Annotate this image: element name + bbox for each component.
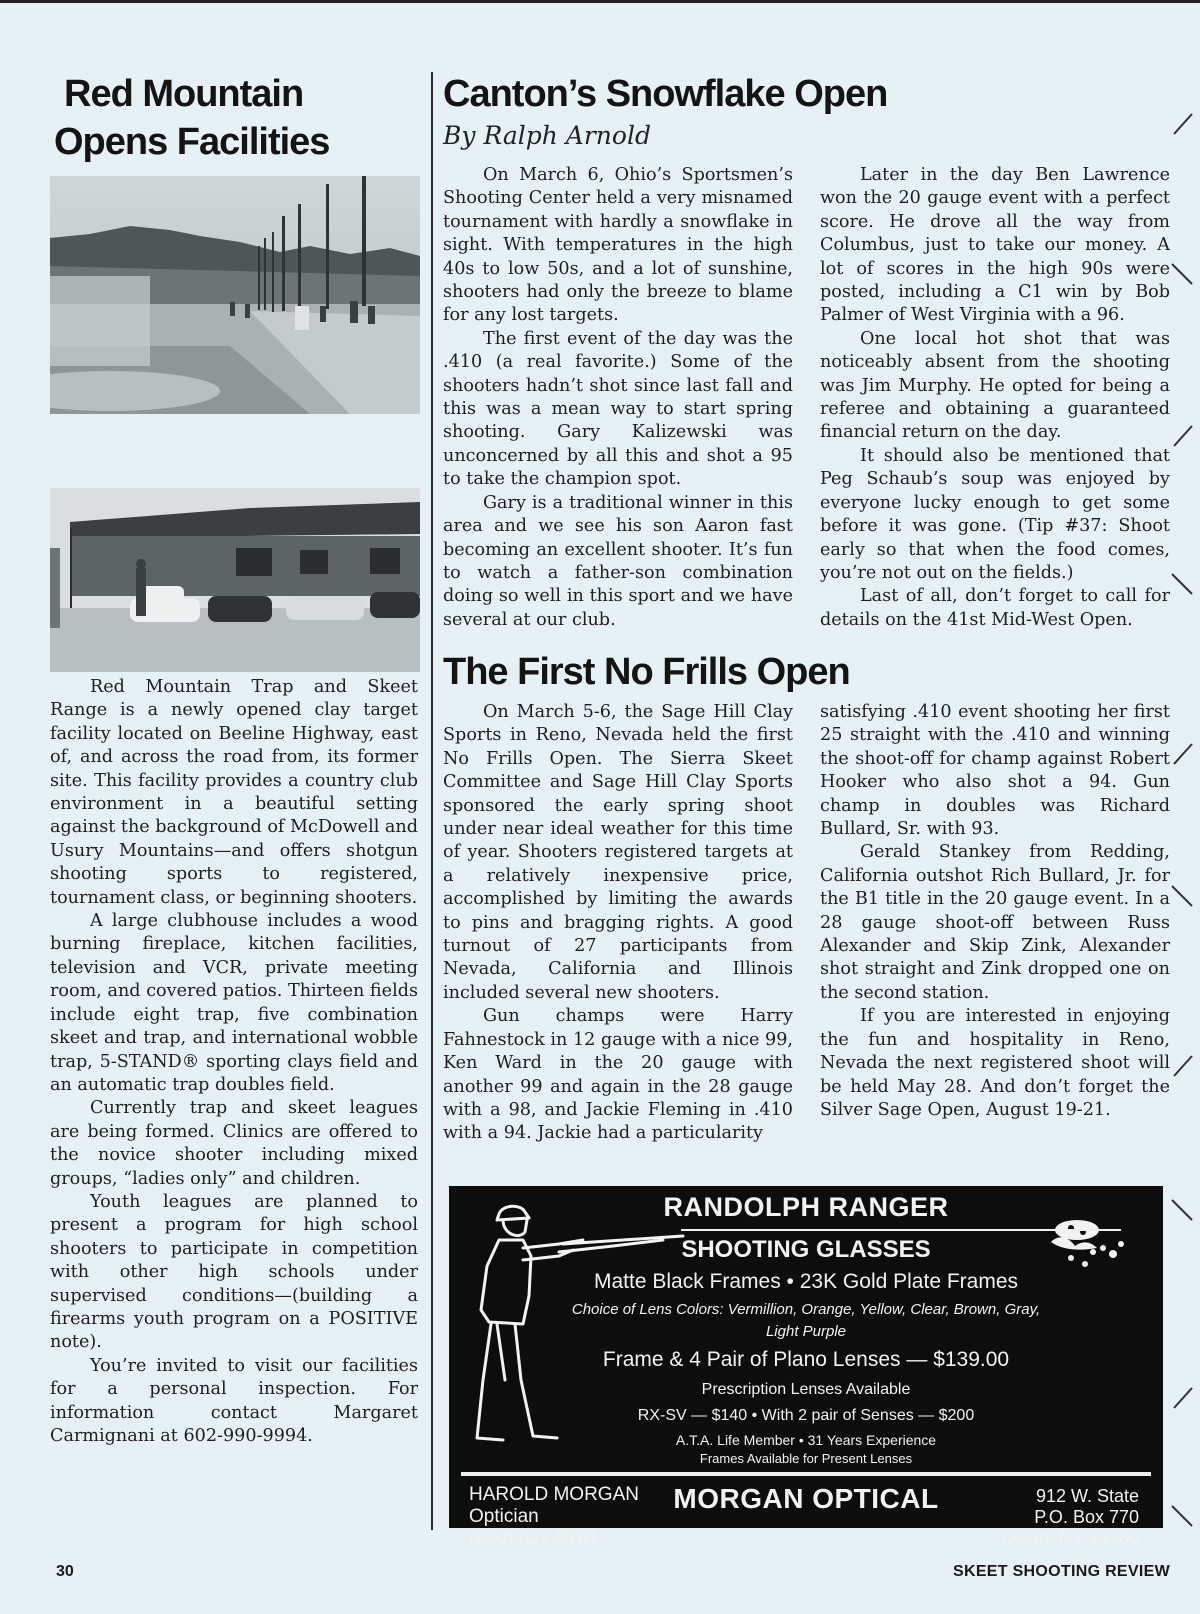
ad-frames: Matte Black Frames • 23K Gold Plate Frames (594, 1270, 1018, 1293)
canton-column-2 (820, 164, 1170, 632)
binding-mark (1170, 1504, 1194, 1528)
clubhouse-photo (50, 488, 420, 672)
page-number: 30 (56, 1563, 74, 1580)
ad-product: SHOOTING GLASSES (681, 1236, 931, 1263)
ad-lens-colors: Choice of Lens Colors: Vermillion, Orange, Yellow, Clear, Brown, Gray, Light Purple (571, 1301, 1041, 1340)
ad-address-line: Olean, NY 14760 (1001, 1528, 1139, 1548)
canton-column-1 (443, 164, 793, 632)
binding-mark (1170, 1054, 1194, 1078)
paragraph: The first event of the day was the .410 (a real favorite.) Some of the shooters hadn’t shot since last fall and this was a mean way to start spring shooting. Gary Kalizewski was unconcerned by all this and shot a 95 to take the champion spot. (443, 328, 793, 490)
no-frills-column-1 (443, 701, 793, 1146)
ad-company: MORGAN OPTICAL (673, 1483, 939, 1514)
range-photo (50, 176, 420, 414)
red-mountain-body (50, 676, 418, 1448)
ad-ata: A.T.A. Life Member • 31 Years Experience (675, 1432, 937, 1448)
paragraph: On March 5-6, the Sage Hill Clay Sports in Reno, Nevada held the first No Frills Open. The Sierra Skeet Committee and Sage Hill Clay Sports sponsored the early spring shoot under near ideal weather for this time of year. Shooters registered targets at a relatively inexpensive price, accomplished by limiting the awards to pins and bragging rights. A good turnout of 27 participants from Nevada, California and Illinois included several new shooters. (443, 702, 793, 1003)
paragraph: Last of all, don’t forget to call for details on the 41st Mid-West Open. (820, 586, 1170, 630)
paragraph: You’re invited to visit our facilities for a personal inspection. For information contact Margaret Carmignani at 602-990-9994. (50, 1355, 418, 1446)
ad-brand: RANDOLPH RANGER (663, 1192, 949, 1222)
paragraph: Currently trap and skeet leagues are being formed. Clinics are offered to the novice shooter including mixed groups, “ladies only” and children. (50, 1098, 418, 1189)
ad-contact-phone: (800) 622-8781 (469, 1528, 599, 1549)
paragraph: Youth leagues are planned to present a program for high school shooters to participate in competition with other high schools under supervised conditions—(building a firearms youth program on a POSITIVE note). (50, 1191, 418, 1353)
paragraph: Later in the day Ben Lawrence won the 20 gauge event with a perfect score. He drove all the way from Columbus, just to take our money. A lot of scores in the high 90s were posted, including a C1 win by Bob Palmer of West Virginia with a 96. (820, 165, 1170, 326)
paragraph: satisfying .410 event shooting her first 25 straight with the .410 and winning the shoot-off for champ against Robert Hooker who also shot a 94. Gun champ in doubles was Richard Bullard, Sr. with 93. (820, 702, 1170, 840)
binding-mark (1170, 1198, 1194, 1222)
binding-mark (1170, 884, 1194, 908)
ad-address-line: P.O. Box 770 (1034, 1507, 1139, 1527)
red-mountain-headline-line1: Red Mountain (64, 73, 304, 115)
paragraph: On March 6, Ohio’s Sportsmen’s Shooting Center held a very misnamed tournament with hardly a snowflake in sight. With temperatures in the high 40s to low 50s, and a lot of sunshine, shooters had only the breeze to blame for any lost targets. (443, 165, 793, 326)
red-mountain-headline-line2: Opens Facilities (54, 121, 330, 163)
paragraph: Gerald Stankey from Redding, California outshot Rich Bullard, Jr. for the B1 title in the 20 gauge event. In a 28 gauge shoot-off between Russ Alexander and Skip Zink, Alexander shot straight and Zink dropped one on the second station. (820, 842, 1170, 1003)
ad-contact-block (449, 1186, 1163, 1549)
ad-contact-name: HAROLD MORGAN (469, 1484, 639, 1505)
morgan-optical-ad (449, 1186, 1163, 1549)
range-photo-image (50, 176, 420, 414)
ad-available: Frames Available for Present Lenses (699, 1451, 913, 1466)
binding-mark (1170, 1386, 1194, 1410)
page-top-border (0, 0, 1200, 3)
canton-headline: Canton’s Snowflake Open (443, 73, 888, 115)
paragraph: A large clubhouse includes a wood burning fireplace, kitchen facilities, television and VCR, private meeting room, and covered patios. Thirteen fields include eight trap, five combination skeet and trap, and international wobble trap, 5-STAND® sporting clays field and an automatic trap doubles field. (50, 911, 418, 1095)
binding-mark (1170, 262, 1194, 286)
binding-mark (1170, 424, 1194, 448)
ad-prescription: Prescription Lenses Available (701, 1381, 911, 1398)
no-frills-headline: The First No Frills Open (443, 651, 850, 693)
binding-mark (1170, 112, 1194, 136)
column-divider (431, 72, 433, 1530)
ad-rxsv: RX-SV — $140 • With 2 pair of Senses — $200 (637, 1407, 975, 1424)
ad-address-line: 912 W. State (1035, 1486, 1139, 1506)
clubhouse-photo-image (50, 488, 420, 672)
ad-price: Frame & 4 Pair of Plano Lenses — $139.00 (602, 1348, 1010, 1371)
ad-address (1001, 1486, 1139, 1549)
paragraph: Gary is a traditional winner in this area and we see his son Aaron fast becoming an excellent shooter. It’s fun to watch a father-son combination doing so well in this sport and we have several at our club. (443, 492, 793, 630)
paragraph: Gun champs were Harry Fahnestock in 12 gauge with a nice 99, Ken Ward in the 20 gauge with another 99 and again in the 28 gauge with a 98, and Jackie Fleming in .410 with a 94. Jackie had a particularity (443, 1006, 793, 1144)
binding-mark (1170, 742, 1194, 766)
binding-mark (1170, 572, 1194, 596)
paragraph: It should also be mentioned that Peg Schaub’s soup was enjoyed by everyone lucky enough to get some before it was gone. (Tip #37: Shoot early so that when the food comes, you’re not out on the fields.) (820, 445, 1170, 583)
paragraph: Red Mountain Trap and Skeet Range is a newly opened clay target facility located on Beeline Highway, east of, and across the road from, its former site. This facility provides a country club environment in a beautiful setting against the background of McDowell and Usury Mountains—and offers shotgun shooting sports to registered, tournament class, or beginning shooters. (50, 677, 419, 908)
paragraph: If you are interested in enjoying the fun and hospitality in Reno, Nevada the next registered shoot will be held May 28. And don’t forget the Silver Sage Open, August 19-21. (820, 1006, 1170, 1120)
paragraph: One local hot shot that was noticeably absent from the shooting was Jim Murphy. He opted for being a referee and obtaining a guaranteed financial return on the day. (820, 328, 1170, 443)
red-mountain-headline (54, 70, 394, 166)
ad-contact-title: Optician (469, 1506, 539, 1527)
no-frills-column-2 (820, 701, 1170, 1122)
canton-byline: By Ralph Arnold (443, 121, 651, 150)
magazine-name: SKEET SHOOTING REVIEW (953, 1563, 1170, 1580)
